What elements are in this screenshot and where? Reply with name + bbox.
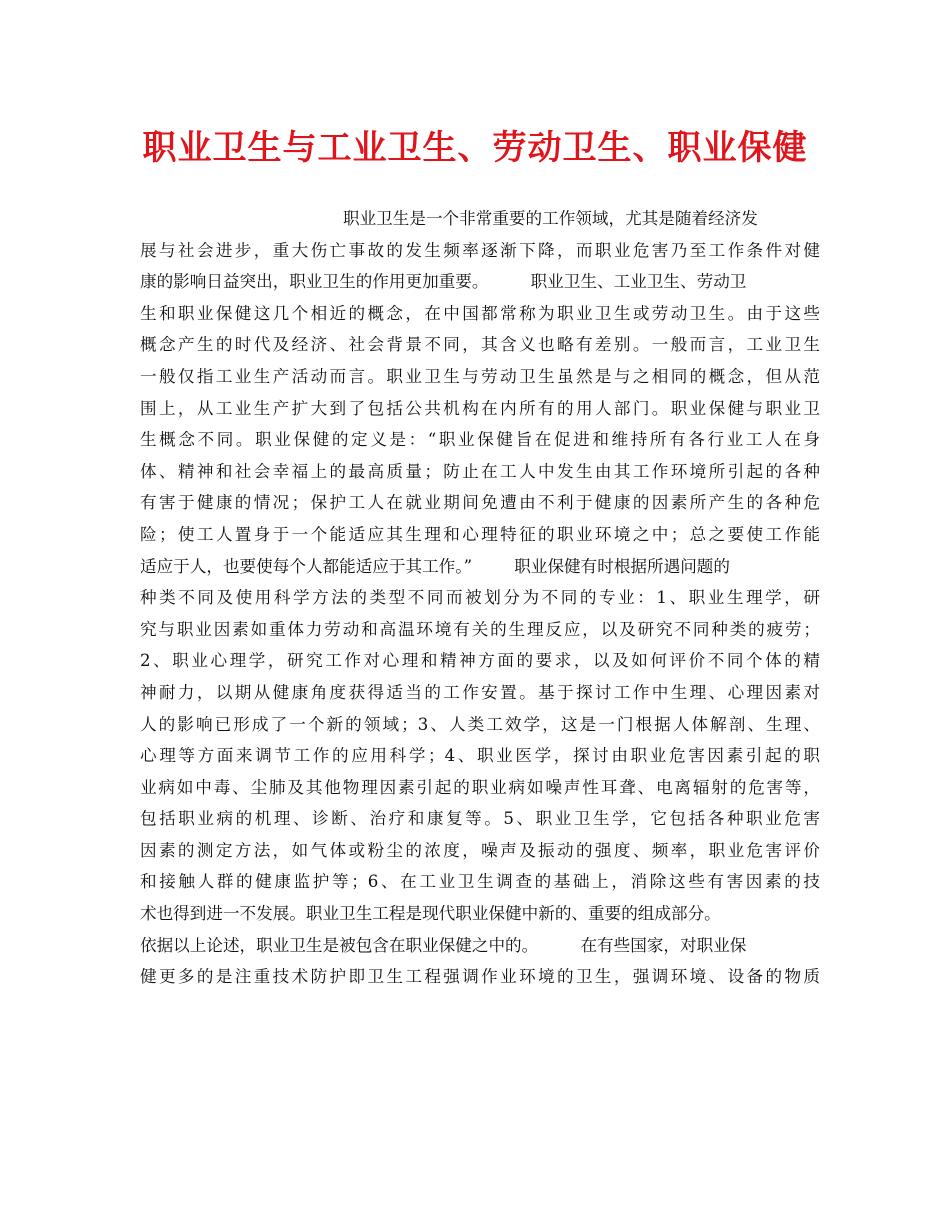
body-line: 职业卫生是一个非常重要的工作领域，尤其是随着经济发 [343, 209, 758, 228]
body-line: 生和职业保健这几个相近的概念，在中国都常称为职业卫生或劳动卫生。由于这些 [140, 303, 820, 323]
body-line: 概念产生的时代及经济、社会背景不同，其含义也略有差别。一般而言，工业卫生 [140, 335, 820, 355]
body-line: 体、精神和社会幸福上的最高质量；防止在工人中发生由其工作环境所引起的各种 [140, 461, 820, 481]
body-line: 依据以上论述，职业卫生是被包含在职业保健之中的。 在有些国家，对职业保 [140, 935, 747, 955]
body-line: 适应于人，也要使每个人都能适应于其工作。” 职业保健有时根据所遇问题的 [140, 556, 730, 576]
body-line: 业病如中毒、尘肺及其他物理因素引起的职业病如噪声性耳聋、电离辐射的危害等， [140, 777, 820, 797]
body-line: 生概念不同。职业保健的定义是：“职业保健旨在促进和维持所有各行业工人在身 [140, 430, 820, 450]
body-line: 因素的测定方法，如气体或粉尘的浓度，噪声及振动的强度、频率，职业危害评价 [140, 840, 820, 860]
body-line: 究与职业因素如重体力劳动和高温环境有关的生理反应，以及研究不同种类的疲劳； [140, 619, 820, 639]
body-line: 种类不同及使用科学方法的类型不同而被划分为不同的专业：1、职业生理学，研 [140, 588, 820, 608]
document-title: 职业卫生与工业卫生、劳动卫生、职业保健 [142, 128, 808, 168]
body-line: 围上，从工业生产扩大到了包括公共机构在内所有的用人部门。职业保健与职业卫 [140, 398, 820, 418]
body-line: 人的影响已形成了一个新的领域；3、人类工效学，这是一门根据人体解剖、生理、 [140, 714, 820, 734]
body-line: 2、职业心理学，研究工作对心理和精神方面的要求，以及如何评价不同个体的精 [140, 651, 820, 671]
body-line: 和接触人群的健康监护等；6、在工业卫生调查的基础上，消除这些有害因素的技 [140, 872, 820, 892]
body-line: 展与社会进步，重大伤亡事故的发生频率逐渐下降，而职业危害乃至工作条件对健 [140, 240, 820, 260]
body-line: 神耐力，以期从健康角度获得适当的工作安置。基于探讨工作中生理、心理因素对 [140, 682, 820, 702]
body-line: 术也得到进一不发展。职业卫生工程是现代职业保健中新的、重要的组成部分。 [140, 904, 721, 924]
document-body [140, 203, 820, 993]
body-line: 康的影响日益突出，职业卫生的作用更加重要。 职业卫生、工业卫生、劳动卫 [140, 272, 747, 292]
body-line: 包括职业病的机理、诊断、治疗和康复等。5、职业卫生学，它包括各种职业危害 [140, 809, 820, 829]
body-line: 险；使工人置身于一个能适应其生理和心理特征的职业环境之中；总之要使工作能 [140, 524, 820, 544]
body-line: 心理等方面来调节工作的应用科学；4、职业医学，探讨由职业危害因素引起的职 [140, 746, 820, 766]
body-line: 一般仅指工业生产活动而言。职业卫生与劳动卫生虽然是与之相同的概念，但从范 [140, 366, 820, 386]
body-line: 健更多的是注重技术防护即卫生工程强调作业环境的卫生，强调环境、设备的物质 [140, 967, 820, 987]
body-line: 有害于健康的情况；保护工人在就业期间免遭由不利于健康的因素所产生的各种危 [140, 493, 820, 513]
